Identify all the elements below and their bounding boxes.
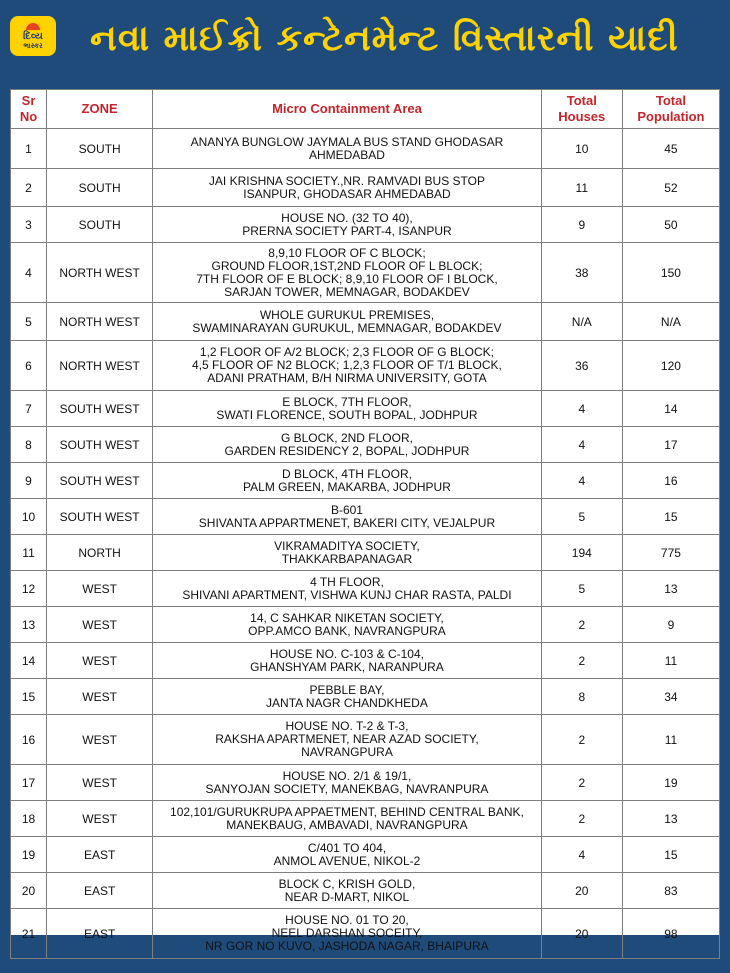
cell-sr-no: 15 (11, 679, 47, 715)
cell-sr-no: 2 (11, 169, 47, 207)
table-row (11, 679, 720, 715)
cell-total-houses: 4 (541, 837, 622, 873)
cell-total-houses: 4 (541, 427, 622, 463)
cell-sr-no: 8 (11, 427, 47, 463)
cell-total-houses: 36 (541, 341, 622, 391)
cell-total-population: 11 (622, 643, 719, 679)
area-line: PALM GREEN, MAKARBA, JODHPUR (243, 479, 451, 494)
containment-table-container (10, 89, 720, 953)
cell-total-houses: 4 (541, 391, 622, 427)
area-line: SWATI FLORENCE, SOUTH BOPAL, JODHPUR (216, 407, 478, 422)
cell-sr-no: 3 (11, 207, 47, 243)
area-line: RAKSHA APARTMENET, NEAR AZAD SOCIETY, (215, 732, 479, 746)
area-line: SWAMINARAYAN GURUKUL, MEMNAGAR, BODAKDEV (192, 320, 502, 335)
cell-total-population: 15 (622, 837, 719, 873)
cell-zone: WEST (47, 715, 153, 765)
cell-area (153, 873, 542, 909)
area-line: ANMOL AVENUE, NIKOL-2 (273, 853, 421, 868)
area-line: WHOLE GURUKUL PREMISES, (259, 307, 435, 322)
cell-sr-no: 9 (11, 463, 47, 499)
cell-sr-no: 19 (11, 837, 47, 873)
cell-sr-no: 11 (11, 535, 47, 571)
cell-zone: SOUTH (47, 129, 153, 169)
cell-area (153, 129, 542, 169)
cell-sr-no: 1 (11, 129, 47, 169)
table-row (11, 207, 720, 243)
table-row (11, 499, 720, 535)
cell-area (153, 715, 542, 765)
cell-zone: WEST (47, 643, 153, 679)
area-line: 14, C SAHKAR NIKETAN SOCIETY, (250, 610, 444, 625)
cell-total-population: N/A (622, 303, 719, 341)
sun-icon (26, 23, 40, 30)
area-line: PRERNA SOCIETY PART-4, ISANPUR (242, 223, 452, 238)
table-row (11, 535, 720, 571)
cell-total-population: 19 (622, 765, 719, 801)
area-line: NEAR D-MART, NIKOL (284, 889, 410, 904)
cell-zone: EAST (47, 873, 153, 909)
cell-area (153, 427, 542, 463)
cell-zone: NORTH WEST (47, 243, 153, 303)
area-line: B-601 (330, 502, 363, 517)
area-line: PEBBLE BAY, (309, 682, 385, 697)
cell-total-houses: 20 (541, 873, 622, 909)
area-line: VIKRAMADITYA SOCIETY, (274, 538, 420, 553)
cell-sr-no: 7 (11, 391, 47, 427)
cell-total-population: 11 (622, 715, 719, 765)
cell-sr-no: 13 (11, 607, 47, 643)
area-line: SHIVANI APARTMENT, VISHWA KUNJ CHAR RASTA, PALDI (182, 587, 512, 602)
area-line: NR GOR NO KUVO, JASHODA NAGAR, BHAIPURA (205, 939, 489, 953)
table-row (11, 837, 720, 873)
cell-total-houses: 5 (541, 499, 622, 535)
area-line: AHMEDABAD (308, 147, 385, 162)
cell-total-houses: 2 (541, 765, 622, 801)
area-line: HOUSE NO. (32 TO 40), (281, 210, 413, 225)
cell-total-population: 120 (622, 341, 719, 391)
cell-area (153, 643, 542, 679)
cell-sr-no: 6 (11, 341, 47, 391)
area-line: 1,2 FLOOR OF A/2 BLOCK; 2,3 FLOOR OF G BLOCK; (199, 345, 494, 359)
area-line: ISANPUR, GHODASAR AHMEDABAD (243, 186, 451, 201)
cell-total-houses: 4 (541, 463, 622, 499)
cell-area (153, 909, 542, 959)
cell-area (153, 837, 542, 873)
table-row (11, 129, 720, 169)
cell-total-population: 17 (622, 427, 719, 463)
header-total-population: Total Population (622, 90, 719, 129)
cell-sr-no: 21 (11, 909, 47, 959)
cell-zone: NORTH (47, 535, 153, 571)
divya-bhaskar-logo (10, 16, 56, 56)
cell-total-houses: 11 (541, 169, 622, 207)
table-row (11, 427, 720, 463)
area-line: SHIVANTA APPARTMENET, BAKERI CITY, VEJALPUR (198, 515, 496, 530)
cell-zone: EAST (47, 909, 153, 959)
area-line: GARDEN RESIDENCY 2, BOPAL, JODHPUR (224, 443, 470, 458)
area-line: THAKKARBAPANAGAR (281, 551, 413, 566)
area-line: 7TH FLOOR OF E BLOCK; 8,9,10 FLOOR OF I BLOCK, (196, 271, 498, 286)
cell-area (153, 463, 542, 499)
cell-total-houses: N/A (541, 303, 622, 341)
area-line: C/401 TO 404, (307, 840, 387, 855)
cell-sr-no: 4 (11, 243, 47, 303)
cell-sr-no: 10 (11, 499, 47, 535)
cell-zone: SOUTH WEST (47, 427, 153, 463)
cell-total-houses: 8 (541, 679, 622, 715)
cell-total-population: 34 (622, 679, 719, 715)
cell-area (153, 169, 542, 207)
cell-sr-no: 5 (11, 303, 47, 341)
table-row (11, 801, 720, 837)
cell-area (153, 207, 542, 243)
cell-sr-no: 12 (11, 571, 47, 607)
table-row (11, 873, 720, 909)
cell-zone: WEST (47, 607, 153, 643)
area-line: ANANYA BUNGLOW JAYMALA BUS STAND GHODASAR (190, 134, 504, 149)
logo-text-line1: દિવ્ય (23, 30, 43, 42)
cell-zone: NORTH WEST (47, 303, 153, 341)
cell-total-population: 775 (622, 535, 719, 571)
cell-zone: WEST (47, 571, 153, 607)
cell-total-houses: 2 (541, 643, 622, 679)
header-sr-no: Sr No (11, 90, 47, 129)
cell-total-population: 50 (622, 207, 719, 243)
cell-total-houses: 38 (541, 243, 622, 303)
area-line: HOUSE NO. C-103 & C-104, (269, 646, 424, 661)
table-row (11, 463, 720, 499)
cell-total-population: 9 (622, 607, 719, 643)
table-row (11, 169, 720, 207)
header-zone: ZONE (47, 90, 153, 129)
area-line: SANYOJAN SOCIETY, MANEKBAG, NAVRANPURA (205, 781, 489, 796)
cell-area (153, 303, 542, 341)
cell-area (153, 391, 542, 427)
header-area: Micro Containment Area (153, 90, 542, 129)
area-line: NAVRANGPURA (301, 745, 393, 759)
containment-table (10, 89, 720, 959)
table-row (11, 765, 720, 801)
cell-zone: SOUTH (47, 169, 153, 207)
table-row (11, 391, 720, 427)
cell-total-houses: 5 (541, 571, 622, 607)
table-row (11, 643, 720, 679)
area-line: SARJAN TOWER, MEMNAGAR, BODAKDEV (224, 284, 470, 299)
cell-sr-no: 20 (11, 873, 47, 909)
table-row (11, 571, 720, 607)
cell-total-population: 16 (622, 463, 719, 499)
area-line: 102,101/GURUKRUPA APPAETMENT, BEHIND CENTRAL BANK, (170, 804, 524, 819)
cell-total-population: 15 (622, 499, 719, 535)
cell-area (153, 571, 542, 607)
area-line: GROUND FLOOR,1ST,2ND FLOOR OF L BLOCK; (211, 258, 483, 273)
area-line: OPP.AMCO BANK, NAVRANGPURA (248, 623, 446, 638)
table-header-row (11, 90, 720, 129)
cell-total-population: 13 (622, 571, 719, 607)
cell-total-houses: 2 (541, 801, 622, 837)
area-line: D BLOCK, 4TH FLOOR, (281, 466, 412, 481)
area-line: MANEKBAUG, AMBAVADI, NAVRANGPURA (226, 817, 468, 832)
area-line: BLOCK C, KRISH GOLD, (278, 876, 416, 891)
cell-sr-no: 14 (11, 643, 47, 679)
area-line: HOUSE NO. T-2 & T-3, (285, 719, 409, 733)
cell-area (153, 243, 542, 303)
cell-zone: WEST (47, 801, 153, 837)
area-line: E BLOCK, 7TH FLOOR, (282, 394, 412, 409)
cell-total-population: 13 (622, 801, 719, 837)
cell-total-houses: 194 (541, 535, 622, 571)
cell-total-houses: 20 (541, 909, 622, 959)
cell-zone: SOUTH (47, 207, 153, 243)
cell-zone: NORTH WEST (47, 341, 153, 391)
table-row (11, 715, 720, 765)
area-line: 8,9,10 FLOOR OF C BLOCK; (268, 245, 426, 260)
area-line: NEEL DARSHAN SOCEITY, (271, 926, 423, 940)
area-line: G BLOCK, 2ND FLOOR, (280, 430, 413, 445)
area-line: ADANI PRATHAM, B/H NIRMA UNIVERSITY, GOTA (207, 371, 487, 385)
header-total-houses: Total Houses (541, 90, 622, 129)
cell-area (153, 765, 542, 801)
cell-zone: SOUTH WEST (47, 463, 153, 499)
cell-total-population: 52 (622, 169, 719, 207)
table-row (11, 909, 720, 959)
cell-area (153, 499, 542, 535)
cell-zone: WEST (47, 679, 153, 715)
area-line: 4,5 FLOOR OF N2 BLOCK; 1,2,3 FLOOR OF T/1 BLOCK, (192, 358, 502, 372)
header (0, 0, 730, 84)
cell-sr-no: 17 (11, 765, 47, 801)
table-row (11, 341, 720, 391)
table-row (11, 303, 720, 341)
area-line: 4 TH FLOOR, (310, 574, 384, 589)
cell-area (153, 341, 542, 391)
cell-sr-no: 18 (11, 801, 47, 837)
cell-total-houses: 2 (541, 607, 622, 643)
cell-total-population: 14 (622, 391, 719, 427)
logo-text-line2: ભાસ્કર (23, 41, 43, 50)
table-row (11, 607, 720, 643)
cell-zone: WEST (47, 765, 153, 801)
area-line: JANTA NAGR CHANDKHEDA (266, 695, 428, 710)
cell-total-population: 150 (622, 243, 719, 303)
cell-zone: SOUTH WEST (47, 499, 153, 535)
cell-total-houses: 9 (541, 207, 622, 243)
page-title: નવા માઈક્રો કન્ટેનમેન્ટ વિસ્તારની યાદી (90, 18, 679, 59)
cell-zone: SOUTH WEST (47, 391, 153, 427)
cell-sr-no: 16 (11, 715, 47, 765)
cell-total-population: 45 (622, 129, 719, 169)
cell-area (153, 607, 542, 643)
cell-area (153, 679, 542, 715)
area-line: HOUSE NO. 2/1 & 19/1, (282, 768, 412, 783)
cell-total-population: 83 (622, 873, 719, 909)
area-line: GHANSHYAM PARK, NARANPURA (250, 659, 444, 674)
table-body (11, 129, 720, 959)
cell-total-population: 98 (622, 909, 719, 959)
cell-total-houses: 10 (541, 129, 622, 169)
cell-zone: EAST (47, 837, 153, 873)
table-row (11, 243, 720, 303)
cell-total-houses: 2 (541, 715, 622, 765)
area-line: HOUSE NO. 01 TO 20, (285, 913, 409, 927)
cell-area (153, 801, 542, 837)
area-line: JAI KRISHNA SOCIETY.,NR. RAMVADI BUS STOP (208, 173, 485, 188)
cell-area (153, 535, 542, 571)
